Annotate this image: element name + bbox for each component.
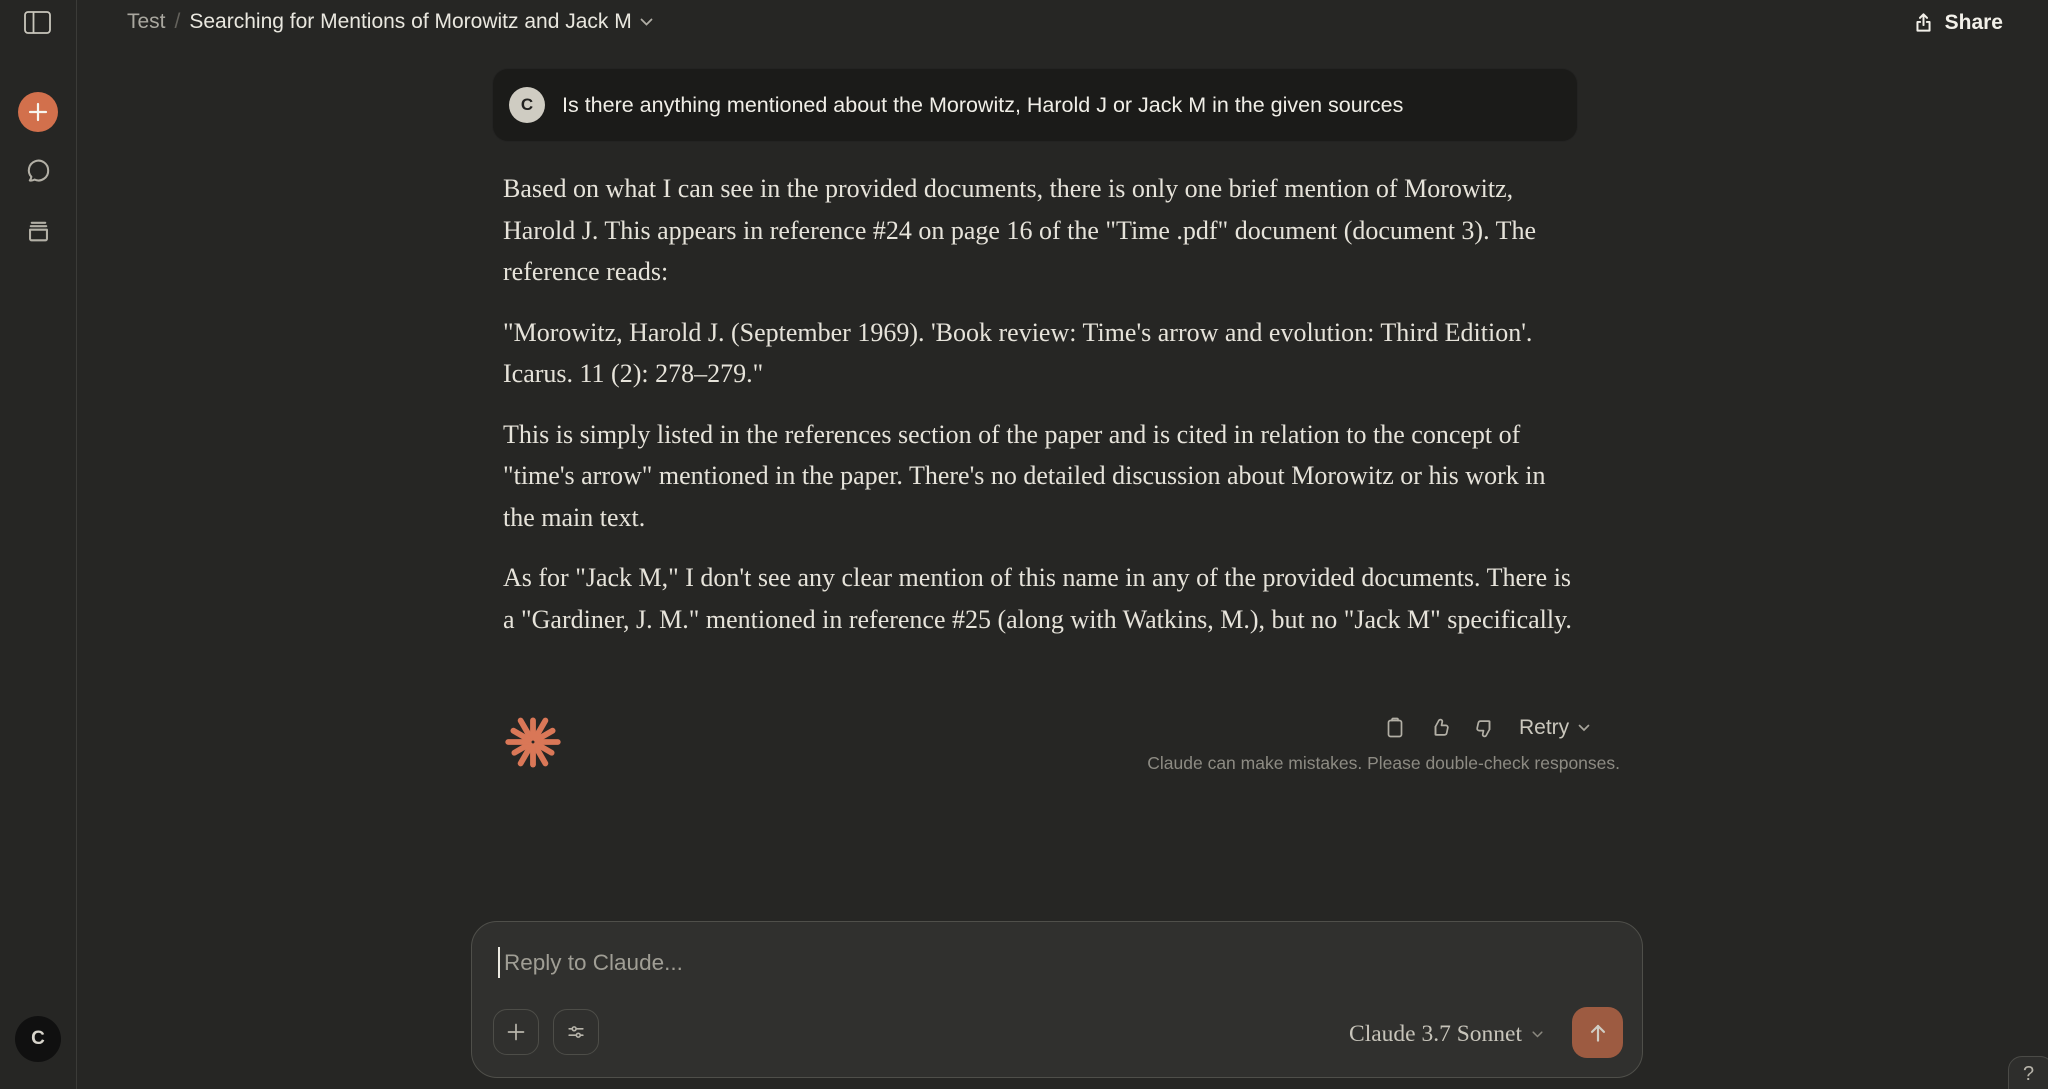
copy-clipboard-icon — [1383, 716, 1407, 740]
thumbs-down-icon — [1473, 716, 1497, 740]
thumbs-up-button[interactable] — [1423, 712, 1457, 744]
thumbs-down-button[interactable] — [1468, 712, 1502, 744]
assistant-paragraph: Based on what I can see in the provided documents, there is only one brief mention of Morowitz, Harold J. This appears in reference #24 on page 16 of the "Time .pdf" document (document 3). The reference reads: — [503, 174, 1537, 286]
sidebar-toggle-button[interactable] — [22, 9, 52, 35]
sidebar-item-projects[interactable] — [22, 213, 54, 249]
conversation-title-menu[interactable] — [189, 10, 652, 34]
share-button[interactable] — [1905, 6, 2009, 40]
text-cursor — [498, 947, 500, 978]
assistant-paragraph: This is simply listed in the references section of the paper and is cited in relation to the concept of "time's arrow" mentioned in the paper. There's no detailed discussion about Morowitz or his work in the main text. — [503, 419, 1546, 532]
projects-box-icon — [24, 217, 53, 246]
tools-button[interactable] — [553, 1009, 599, 1055]
account-avatar[interactable] — [15, 1016, 61, 1062]
help-button[interactable] — [2008, 1056, 2048, 1089]
share-label: Share — [1944, 11, 2003, 34]
user-message — [492, 68, 1578, 142]
model-selector[interactable] — [1343, 1018, 1549, 1050]
assistant-paragraph: "Morowitz, Harold J. (September 1969). 'Book review: Time's arrow and evolution: Third Edition'. Icarus. 11 (2): 278–279." — [503, 317, 1533, 388]
breadcrumb-project[interactable]: Test — [127, 10, 166, 33]
reply-placeholder: Reply to Claude... — [504, 950, 683, 975]
user-avatar — [509, 87, 545, 123]
message-actions — [1378, 712, 1590, 744]
user-message-text: Is there anything mentioned about the Morowitz, Harold J or Jack M in the given sources — [562, 92, 1404, 117]
account-initial: C — [31, 1028, 45, 1049]
chevron-down-icon — [1578, 724, 1590, 732]
user-avatar-initial: C — [520, 95, 534, 114]
composer — [471, 921, 1643, 1078]
breadcrumb-separator: / — [174, 10, 181, 33]
sliders-icon — [565, 1021, 587, 1043]
breadcrumb — [127, 0, 653, 44]
help-label: ? — [2023, 1063, 2035, 1085]
new-chat-button[interactable] — [18, 92, 58, 132]
sidebar-item-chats[interactable] — [22, 153, 54, 189]
copy-button[interactable] — [1378, 712, 1412, 744]
assistant-paragraph: As for "Jack M," I don't see any clear mention of this name in any of the provided documents. There is a "Gardiner, J. M." mentioned in reference #25 (along with Watkins, M.), but no "Jack M" specifically. — [503, 563, 1572, 634]
sidebar-toggle-icon — [24, 11, 51, 34]
plus-icon — [505, 1021, 527, 1043]
conversation-title: Searching for Mentions of Morowitz and Jack M — [189, 10, 632, 33]
chats-icon — [24, 157, 53, 186]
send-button[interactable] — [1572, 1007, 1623, 1058]
model-label: Claude 3.7 Sonnet — [1349, 1020, 1522, 1047]
assistant-message — [503, 168, 1575, 659]
plus-icon — [27, 101, 49, 123]
retry-label: Retry — [1519, 716, 1570, 739]
sidebar — [0, 0, 77, 1089]
disclaimer-text: Claude can make mistakes. Please double-check responses. — [1147, 753, 1620, 773]
arrow-up-send-icon — [1585, 1020, 1611, 1046]
attach-button[interactable] — [493, 1009, 539, 1055]
share-icon — [1911, 11, 1936, 36]
chevron-down-icon — [640, 18, 653, 26]
thumbs-up-icon — [1428, 716, 1452, 740]
retry-button[interactable] — [1513, 716, 1590, 740]
chevron-down-icon — [1532, 1031, 1543, 1038]
